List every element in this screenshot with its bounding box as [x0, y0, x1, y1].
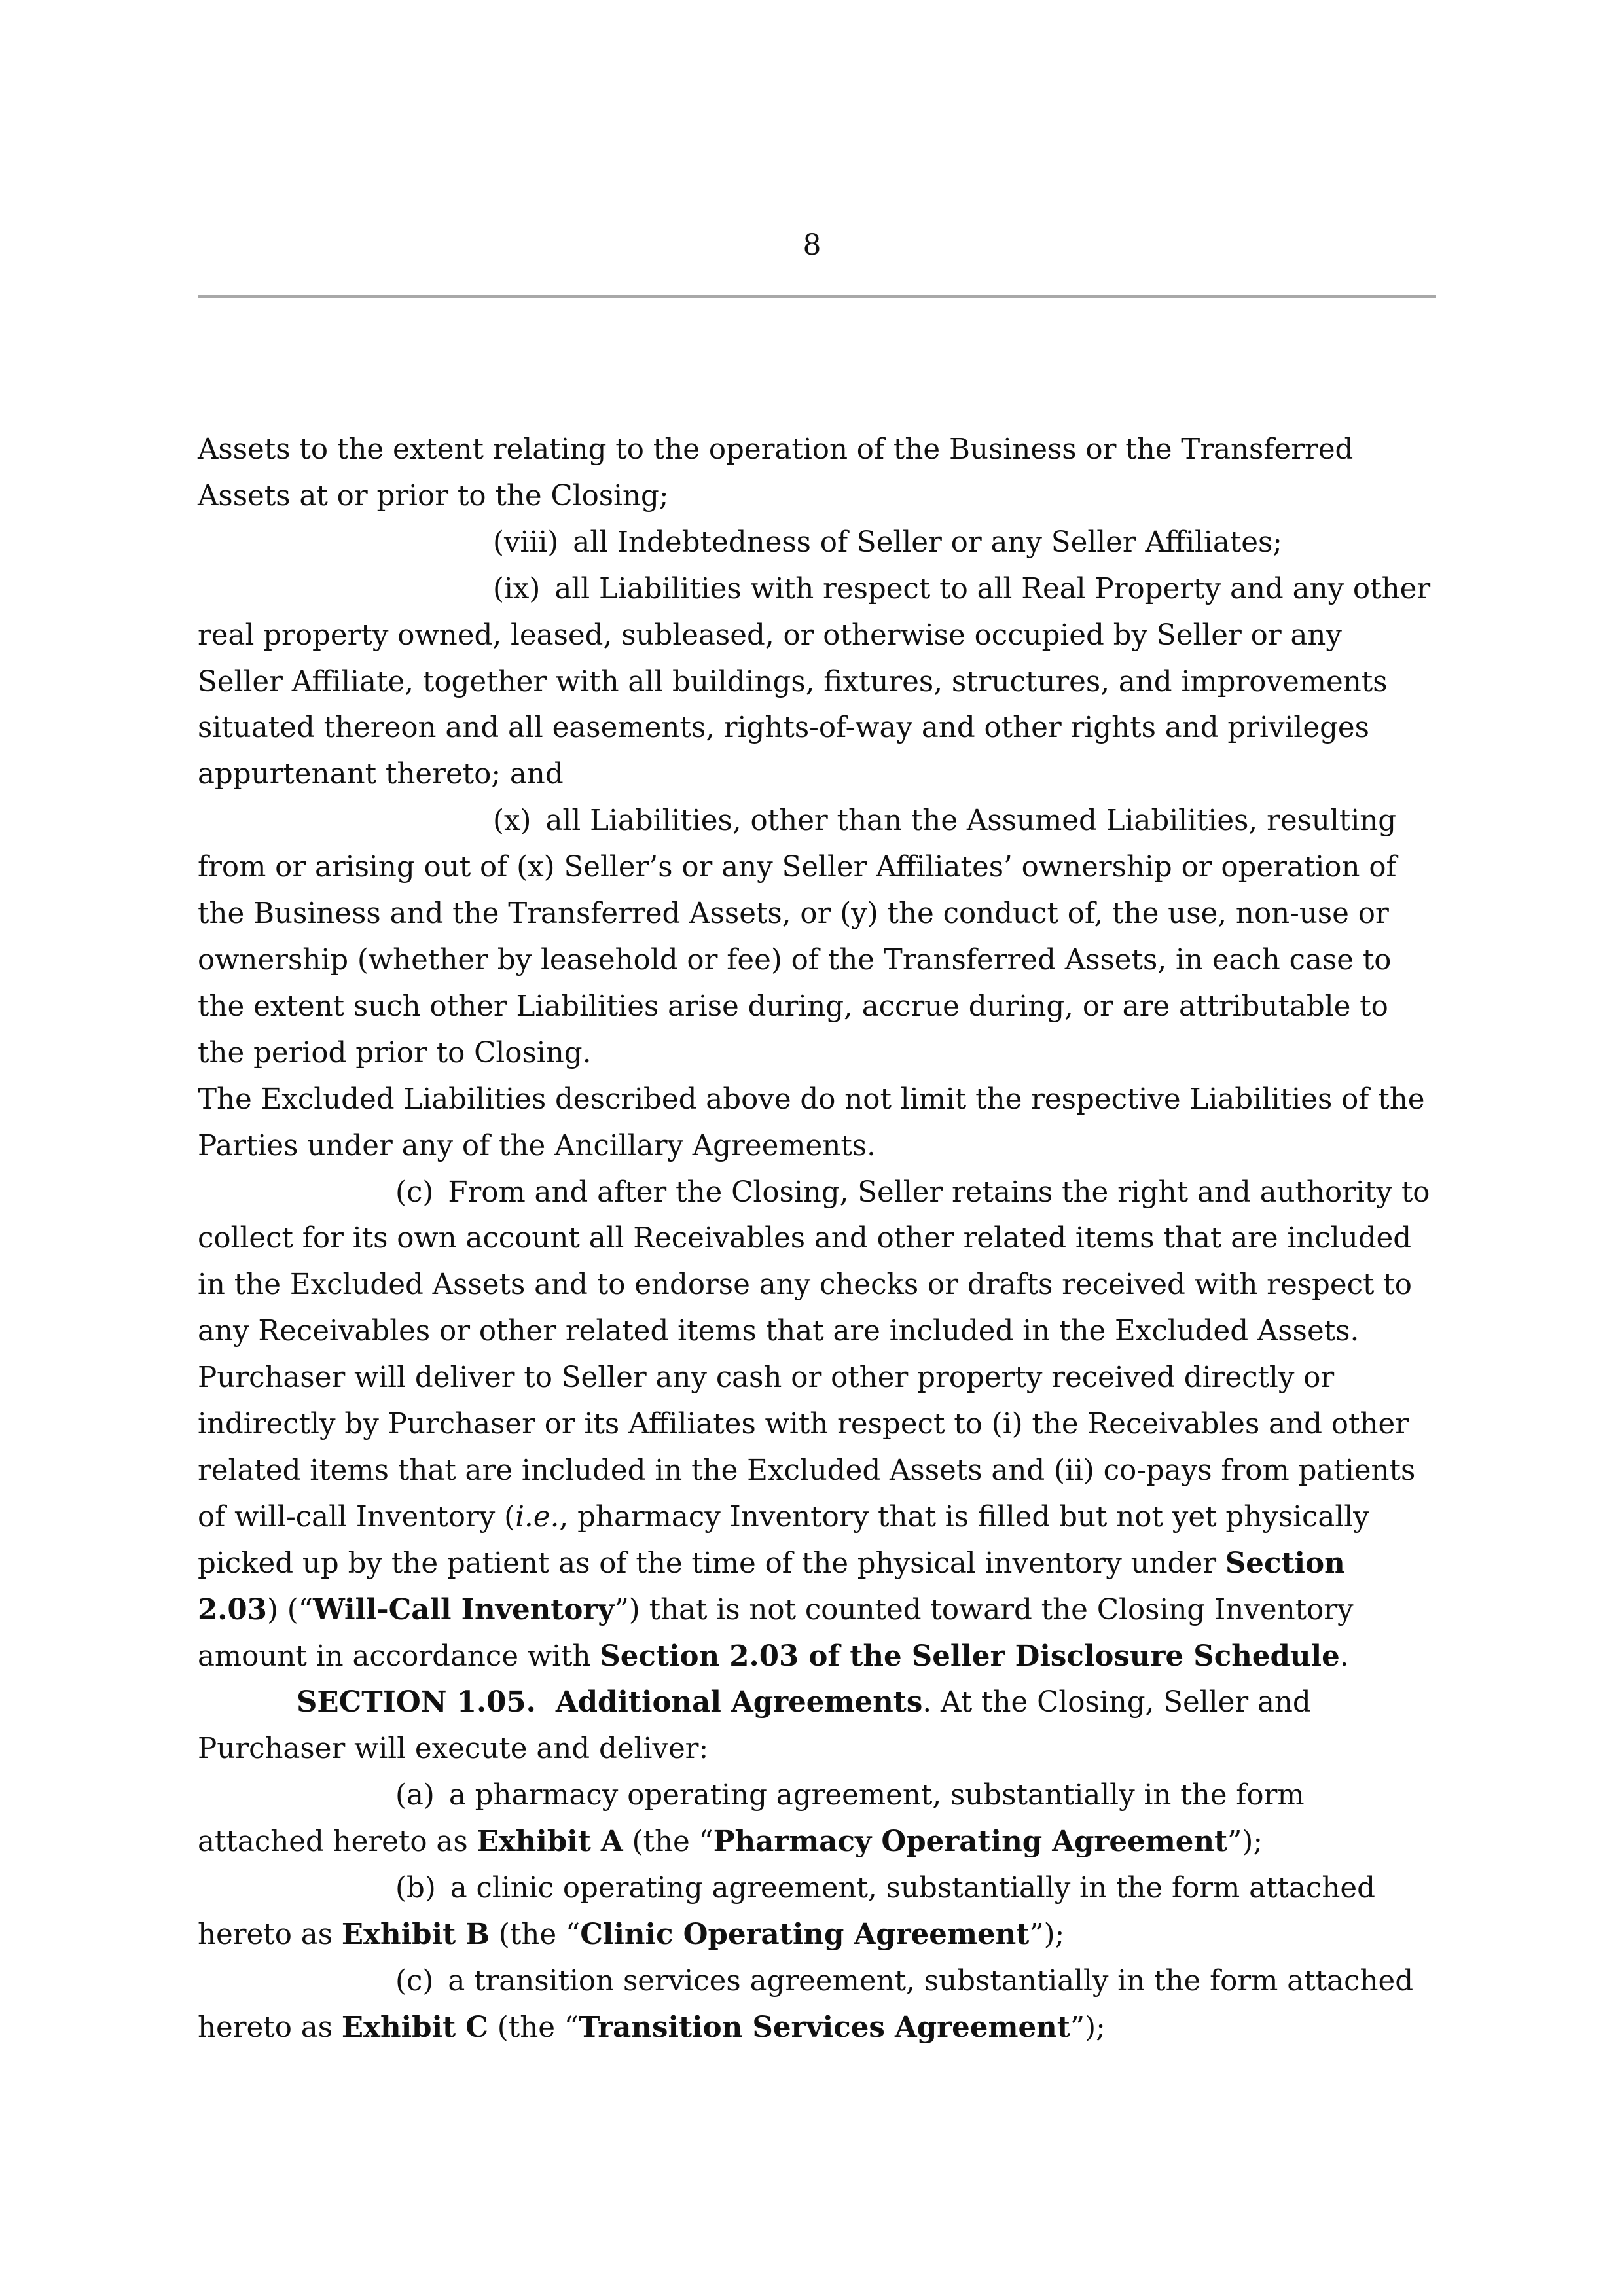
- section-text: . At the Closing, Seller and Purchaser will execute and deliver:: [198, 1686, 1311, 1766]
- clause-text: a clinic operating agreement, substantially in the form attached hereto as: [198, 1872, 1375, 1951]
- clause-text: all Liabilities, other than the Assumed Liabilities, resulting from or arising out of (x) Seller’s or any Seller Affiliates’ ownership or operation of the Business and the Transferred Assets, or (y) the conduct of, the use, non-use or ownership (whether by leasehold or fee) of the Transferred Assets, in each case to the extent such other Liabilities arise during, accrue during, or are attributable to the period prior to Closing.: [198, 804, 1397, 1069]
- section-reference: Section 2.03: [198, 1546, 1345, 1626]
- clause-text: all Indebtedness of Seller or any Seller Affiliates;: [573, 526, 1282, 559]
- schedule-reference: Section 2.03 of the Seller Disclosure Schedule: [600, 1639, 1340, 1673]
- italic-term: i.e.: [515, 1500, 560, 1534]
- clause-marker: (ix): [493, 572, 541, 605]
- clause-text: , pharmacy Inventory that is filled but not yet physically picked up by the patient as of the time of the physical inventory under: [198, 1500, 1369, 1580]
- clause-x: [198, 798, 1435, 1076]
- clause-text: ”);: [1029, 1918, 1065, 1951]
- clause-text: (the “: [490, 1918, 581, 1951]
- clause-text: (the “: [623, 1825, 713, 1859]
- clause-marker: (x): [493, 804, 532, 838]
- exhibit-reference: Exhibit C: [341, 2010, 488, 2044]
- section-title: Additional Agreements: [555, 1685, 923, 1719]
- clause-text: a pharmacy operating agreement, substantially in the form attached hereto as: [198, 1779, 1305, 1859]
- clause-text: a transition services agreement, substantially in the form attached hereto as: [198, 1964, 1414, 2044]
- clause-text: ”);: [1227, 1825, 1263, 1859]
- document-body: [198, 427, 1435, 2051]
- page-number: 8: [803, 228, 821, 262]
- exhibit-reference: Exhibit A: [477, 1825, 623, 1859]
- clause-marker: (c): [395, 1175, 434, 1209]
- clause-c-transition: [198, 1958, 1435, 2051]
- clause-text: .: [1339, 1640, 1349, 1673]
- defined-term: Pharmacy Operating Agreement: [713, 1825, 1228, 1859]
- clause-marker: (c): [395, 1964, 434, 1998]
- section-1-05: [198, 1679, 1435, 1772]
- header-rule: [198, 295, 1436, 298]
- defined-term: Clinic Operating Agreement: [580, 1918, 1030, 1951]
- defined-term: Transition Services Agreement: [579, 2010, 1070, 2044]
- paragraph-excluded-liabilities: The Excluded Liabilities described above do not limit the respective Liabilities of the Parties under any of the Ancillary Agreements.: [198, 1083, 1425, 1162]
- clause-marker: (a): [395, 1779, 435, 1812]
- clause-text: (the “: [488, 2011, 579, 2044]
- clause-ix: [198, 566, 1435, 798]
- clause-text: From and after the Closing, Seller retains the right and authority to collect for its own account all Receivables and other related items that are included in the Excluded Assets and to endorse any checks or drafts received with respect to any Receivables or other related items that are included in the Excluded Assets. Purchaser will deliver to Seller any cash or other property received directly or indirectly by Purchaser or its Affiliates with respect to (i) the Receivables and other related items that are included in the Excluded Assets and (ii) co-pays from patients of will-call Inventory (: [198, 1175, 1430, 1534]
- section-heading: SECTION 1.05.: [297, 1685, 536, 1719]
- clause-text: ”);: [1070, 2011, 1106, 2044]
- clause-text: ”) that is not counted toward the Closing Inventory amount in accordance with: [198, 1593, 1354, 1673]
- clause-marker: (viii): [493, 526, 559, 559]
- clause-text: ) (“: [266, 1593, 313, 1626]
- clause-b-clinic: [198, 1865, 1435, 1958]
- clause-marker: (b): [395, 1872, 436, 1905]
- clause-c-receivables: [198, 1170, 1435, 1680]
- defined-term: Will-Call Inventory: [312, 1592, 615, 1626]
- clause-text: all Liabilities with respect to all Real Property and any other real property owned, leased, subleased, or otherwise occupied by Seller or any Seller Affiliate, together with all buildings, fixtures, structures, and improvements situated thereon and all easements, rights-of-way and other rights and privileges appurtenant thereto; and: [198, 572, 1431, 791]
- clause-viii: [198, 520, 1435, 566]
- exhibit-reference: Exhibit B: [341, 1918, 490, 1951]
- clause-a-pharmacy: [198, 1772, 1435, 1865]
- paragraph-continuation: Assets to the extent relating to the operation of the Business or the Transferred Assets at or prior to the Closing;: [198, 433, 1354, 512]
